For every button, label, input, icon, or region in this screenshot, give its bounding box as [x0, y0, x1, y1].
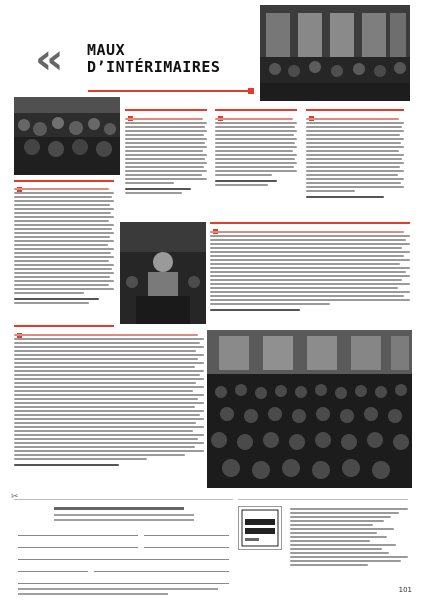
- form-field-postcode[interactable]: [18, 566, 88, 572]
- section-rule-2: [215, 109, 297, 111]
- chevrons-left-icon: ‹‹: [35, 34, 58, 83]
- left-rule-2: [14, 325, 114, 327]
- form-address: [54, 519, 194, 521]
- form-field-firstname[interactable]: [18, 542, 138, 548]
- photo-crowd-left: [14, 97, 120, 175]
- photo-speaker: [120, 222, 206, 324]
- photo-meeting-hall: [260, 5, 410, 101]
- form-heading: [54, 507, 184, 510]
- form-field-address[interactable]: [18, 554, 229, 560]
- text-block-5: [210, 231, 410, 313]
- left-rule-1: [14, 180, 114, 182]
- form-field-signature[interactable]: [144, 542, 229, 548]
- photo-auditorium: [207, 330, 412, 488]
- title-rule-marker: [248, 88, 254, 94]
- form-field-city[interactable]: [94, 566, 229, 572]
- page-title: MAUX D’INTÉRIMAIRES: [87, 41, 221, 76]
- form-field-company[interactable]: [18, 578, 229, 584]
- text-block-3: [306, 118, 404, 200]
- form-subheading: [54, 514, 194, 516]
- text-block-2: [215, 118, 297, 188]
- form-field-name[interactable]: [18, 530, 138, 536]
- form-footnote: [18, 588, 218, 590]
- form-field-date[interactable]: [144, 530, 229, 536]
- photo-sociale-logo: [238, 506, 282, 550]
- section-rule-3: [306, 109, 404, 111]
- scissors-icon: ✂: [11, 492, 19, 502]
- text-block-1: [125, 118, 207, 196]
- subscription-form: [11, 492, 233, 597]
- form-footnote-2: [18, 593, 168, 595]
- magazine-credits: [238, 499, 408, 591]
- text-block-6: [14, 334, 204, 468]
- page-number: 101: [398, 586, 412, 594]
- mid-rule: [210, 222, 410, 224]
- text-block-4: [14, 188, 114, 306]
- title-rule: [88, 90, 248, 92]
- section-rule-1: [125, 109, 207, 111]
